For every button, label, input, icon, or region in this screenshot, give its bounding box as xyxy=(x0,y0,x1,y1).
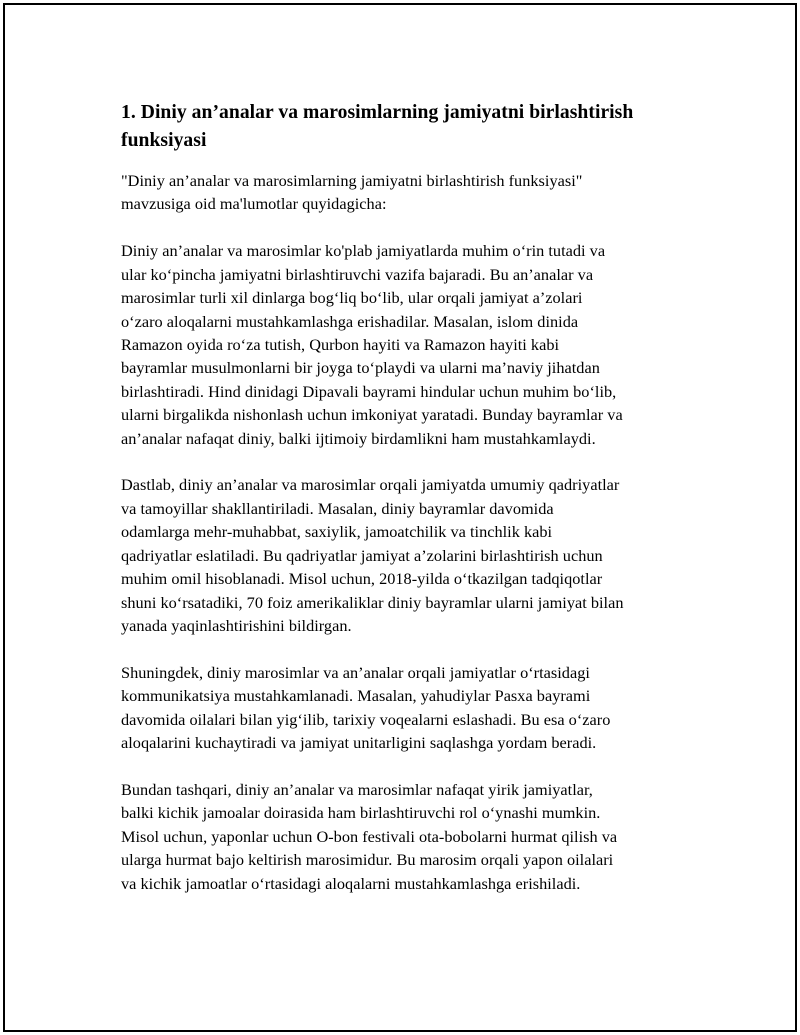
document-heading xyxy=(121,99,703,155)
page-frame xyxy=(3,3,797,1032)
paragraph-1 xyxy=(121,239,703,450)
text-line: aloqalarini kuchaytiradi va jamiyat unitarligini saqlashga yordam beradi. xyxy=(121,733,597,753)
text-line: birlashtiradi. Hind dinidagi Dipavali bayrami hindular uchun muhim bo‘lib, xyxy=(121,381,617,401)
heading-line: 1. Diniy an’analar va marosimlarning jamiyatni birlashtirish xyxy=(121,102,634,123)
text-line: Shuningdek, diniy marosimlar va an’analar orqali jamiyatlar o‘rtasidagi xyxy=(121,662,590,682)
text-line: an’analar nafaqat diniy, balki ijtimoiy birdamlikni ham mustahkamlaydi. xyxy=(121,428,596,448)
text-line: qadriyatlar eslatiladi. Bu qadriyatlar jamiyat a’zolarini birlashtirish uchun xyxy=(121,545,603,565)
paragraph-4 xyxy=(121,778,703,895)
text-line: muhim omil hisoblanadi. Misol uchun, 2018-yilda o‘tkazilgan tadqiqotlar xyxy=(121,569,603,589)
text-line: mavzusiga oid ma'lumotlar quyidagicha: xyxy=(121,194,387,214)
paragraph-3 xyxy=(121,661,703,755)
document-body xyxy=(121,99,703,918)
text-line: va tamoyillar shakllantiriladi. Masalan, diniy bayramlar davomida xyxy=(121,498,554,518)
text-line: "Diniy an’analar va marosimlarning jamiyatni birlashtirish funksiyasi" xyxy=(121,171,583,190)
text-line: Bundan tashqari, diniy an’analar va marosimlar nafaqat yirik jamiyatlar, xyxy=(121,779,593,799)
text-line: marosimlar turli xil dinlarga bog‘liq bo‘lib, ular orqali jamiyat a’zolari xyxy=(121,288,583,308)
text-line: ular ko‘pincha jamiyatni birlashtiruvchi vazifa bajaradi. Bu an’analar va xyxy=(121,264,594,284)
text-line: ularni birgalikda nishonlash uchun imkoniyat yaratadi. Bunday bayramlar va xyxy=(121,405,623,425)
text-line: Ramazon oyida ro‘za tutish, Qurbon hayiti va Ramazon hayiti kabi xyxy=(121,334,560,354)
text-line: va kichik jamoatlar o‘rtasidagi aloqalarni mustahkamlashga erishiladi. xyxy=(121,873,581,893)
text-line: balki kichik jamoalar doirasida ham birlashtiruvchi rol o‘ynashi mumkin. xyxy=(121,803,601,823)
paragraph-2 xyxy=(121,473,703,637)
text-line: davomida oilalari bilan yig‘ilib, tarixiy voqealarni eslashadi. Bu esa o‘zaro xyxy=(121,709,611,729)
paragraph-intro xyxy=(121,169,703,216)
text-line: kommunikatsiya mustahkamlanadi. Masalan, yahudiylar Pasxa bayrami xyxy=(121,686,591,706)
text-line: shuni ko‘rsatadiki, 70 foiz amerikaliklar diniy bayramlar ularni jamiyat bilan xyxy=(121,592,624,612)
text-line: odamlarga mehr-muhabbat, saxiylik, jamoatchilik va tinchlik kabi xyxy=(121,522,553,542)
text-line: Dastlab, diniy an’analar va marosimlar orqali jamiyatda umumiy qadriyatlar xyxy=(121,475,620,495)
heading-line: funksiyasi xyxy=(121,130,207,151)
text-line: yanada yaqinlashtirishini bildirgan. xyxy=(121,615,352,635)
text-line: Diniy an’analar va marosimlar ko'plab jamiyatlarda muhim o‘rin tutadi va xyxy=(121,241,606,261)
text-line: Misol uchun, yaponlar uchun O-bon festivali ota-bobolarni hurmat qilish va xyxy=(121,826,618,846)
text-line: o‘zaro aloqalarni mustahkamlashga erishadilar. Masalan, islom dinida xyxy=(121,311,579,331)
text-line: ularga hurmat bajo keltirish marosimidur. Bu marosim orqali yapon oilalari xyxy=(121,850,614,870)
text-line: bayramlar musulmonlarni bir joyga to‘playdi va ularni ma’naviy jihatdan xyxy=(121,358,600,378)
